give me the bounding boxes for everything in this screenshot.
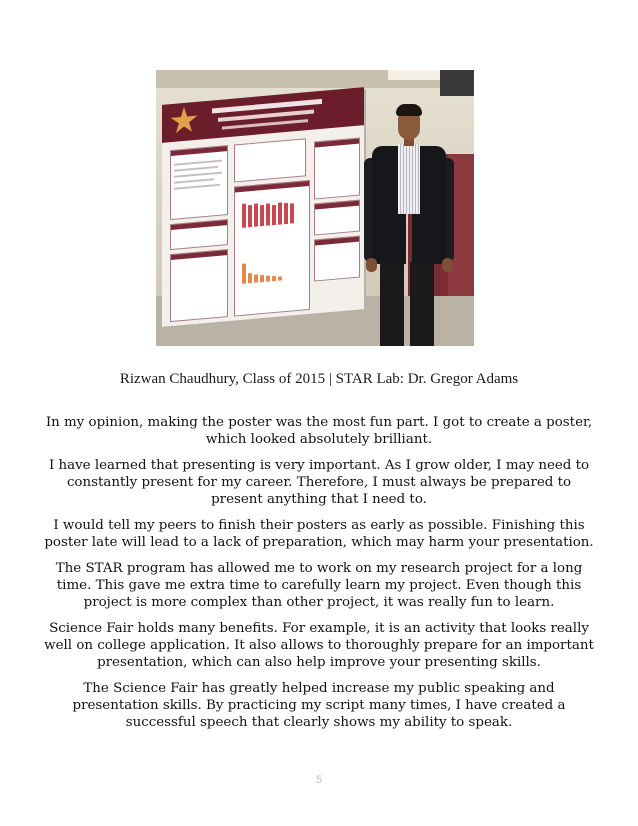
poster-section-discussion	[314, 138, 360, 200]
reflection-text	[40, 414, 598, 740]
poster-bar-chart	[242, 253, 302, 284]
photo-caption: Rizwan Chaudhury, Class of 2015 | STAR Lab: Dr. Gregor Adams	[119, 371, 519, 387]
poster-section-diagram	[234, 138, 306, 182]
paragraph: In my opinion, making the poster was the most fun part. I got to create a poster, which looked absolutely brilliant.	[45, 415, 593, 447]
paragraph: I would tell my peers to finish their posters as early as possible. Finishing this poster late will lead to a lack of preparation, which may harm your presentation.	[44, 518, 594, 550]
paragraph: The STAR program has allowed me to work on my research project for a long time. This gave me extra time to carefully learn my project. Even though this project is more complex than other project, it was really fun to learn.	[55, 561, 583, 610]
student-figure	[360, 104, 452, 346]
poster-bar-chart	[242, 197, 302, 228]
paragraph: I have learned that presenting is very important. As I grow older, I may need to constantly present for my career. Therefore, I must always be prepared to present anything that I need to.	[48, 458, 590, 507]
poster-section-future	[314, 200, 360, 236]
poster-authors-line	[222, 119, 308, 130]
poster-section-references	[314, 236, 360, 282]
paragraph: Science Fair holds many benefits. For example, it is an activity that looks really well on college application. It also allows to thoroughly prepare for an important presentation, which can also help improve your presenting skills.	[44, 621, 594, 670]
page-number: 5	[315, 774, 323, 786]
research-poster-board	[162, 87, 364, 327]
student-poster-photo	[156, 70, 474, 346]
poster-section-methods	[170, 249, 228, 322]
paragraph: The Science Fair has greatly helped increase my public speaking and presentation skills. By practicing my script many times, I have created a successful speech that clearly shows my ability to speak.	[72, 681, 566, 730]
star-logo-icon	[170, 106, 198, 136]
photo-vent	[440, 70, 474, 96]
poster-section-objective	[170, 219, 228, 250]
